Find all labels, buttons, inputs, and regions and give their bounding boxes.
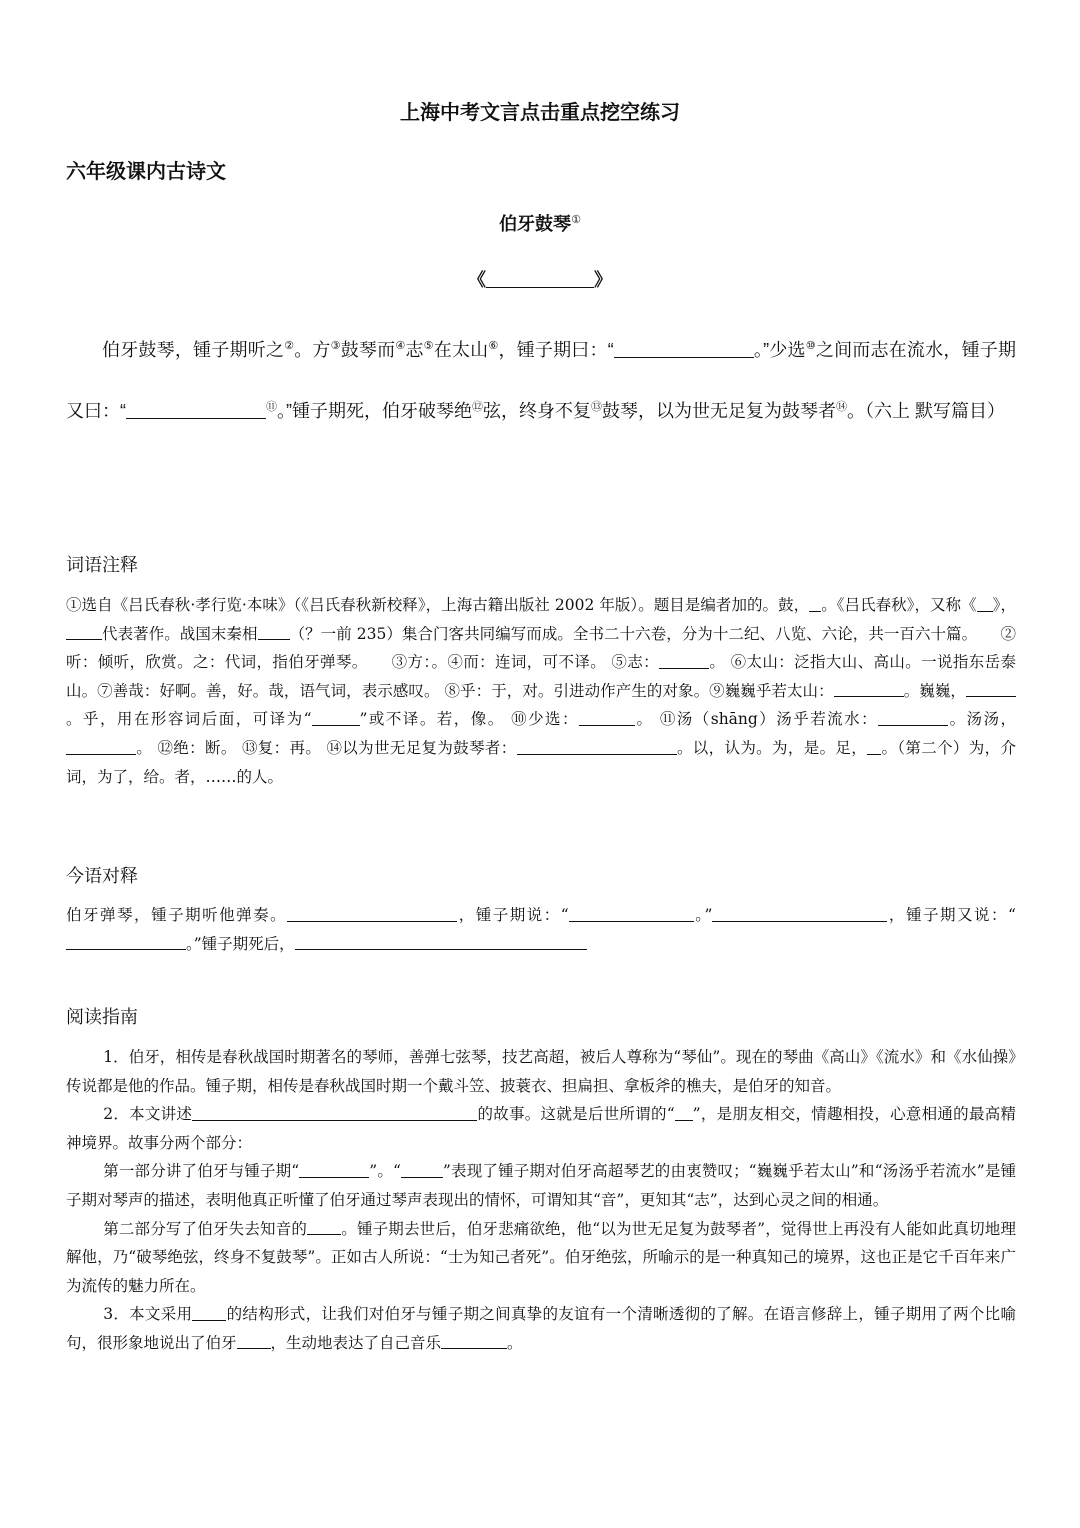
text-span: 第一部分讲了伯牙与锺子期“ — [103, 1162, 300, 1181]
fill-blank[interactable] — [66, 934, 186, 950]
guide-part-2 — [66, 1215, 1016, 1301]
text-span: ，锺子期说：“ — [457, 906, 569, 924]
guide-item-1: 1．伯牙，相传是春秋战国时期著名的琴师，善弹七弦琴，技艺高超，被后人尊称为“琴仙”。现在的琴曲《高山》《流水》和《水仙操》传说都是他的作品。锺子期，相传是春秋战国时期一个戴斗笠、披蓑衣、担扁担、拿板斧的樵夫，是伯牙的知音。 — [66, 1048, 1016, 1095]
text-span: （？一前 235）集合门客共同编写而成。全书二十六卷，分为十二纪、八览、六论，共一百六十篇。 ②听：倾听，欣赏。之：代词，指伯牙弹琴。 ③方： — [66, 624, 1016, 672]
fill-blank[interactable] — [66, 624, 102, 640]
text-span: 3．本文采用 — [103, 1305, 193, 1324]
text-span: 。 ⑥太山：泛指大山、高山。一说指东岳泰山。⑦善哉：好啊。善，好。哉，语气词，表示感叹。 ⑧乎：于，对。引进动作产生的对象。⑨巍巍乎若太山： — [66, 653, 1016, 700]
fill-blank[interactable] — [192, 1105, 477, 1121]
book-title-blank-line — [0, 266, 1080, 292]
text-span: 的故事。这就是后世所谓的“ — [477, 1105, 675, 1124]
fill-blank[interactable] — [966, 682, 1016, 698]
guide-part-1 — [66, 1157, 1016, 1214]
fill-blank[interactable] — [66, 739, 136, 755]
text-span: 。” — [693, 906, 713, 924]
fill-blank[interactable] — [977, 596, 993, 612]
text-span: 。 ⑪汤（shāng）汤乎若流水： — [634, 710, 879, 729]
text-span: 》， — [992, 596, 1016, 614]
footnote-marker: ⑩ — [805, 340, 816, 352]
notes-heading: 词语注释 — [66, 555, 138, 575]
fill-blank[interactable] — [441, 1334, 507, 1350]
footnote-marker: ④ — [395, 340, 406, 352]
classical-text — [66, 318, 1016, 440]
fill-blank[interactable] — [401, 1162, 443, 1178]
fill-blank[interactable] — [614, 340, 754, 358]
text-span: 鼓琴，以为世无足复为鼓琴者 — [602, 401, 836, 421]
text-span: 伯牙鼓琴，锺子期听之 — [102, 340, 285, 360]
book-bracket-right: 》 — [594, 270, 612, 290]
text-span: 弦，终身不复 — [483, 401, 591, 421]
guide-item-2 — [66, 1100, 1016, 1157]
fill-blank[interactable] — [312, 710, 360, 726]
footnote-marker: ② — [284, 340, 295, 352]
footnote-marker: ⑫ — [472, 401, 483, 413]
fill-blank[interactable] — [569, 906, 694, 922]
footnote-marker: ⑪ — [266, 401, 277, 413]
fill-blank[interactable] — [517, 739, 677, 755]
text-span: 。”少选 — [753, 340, 806, 360]
fill-blank[interactable] — [192, 1305, 226, 1321]
fill-blank[interactable] — [307, 1219, 341, 1235]
text-span: 。以，认为。为，是。足， — [676, 738, 868, 757]
text-span: 。锺子期去世后，伯牙悲痛欲绝，他“以为世无足复为鼓琴者”，觉得世上再没有人能如此真切地理解他，乃“破琴绝弦，终身不复鼓琴”。正如古人所说：“士为知己者死”。伯牙绝弦，所喻示的是一种真知己的境界，这也正是它千百年来广为流传的魅力所在。 — [66, 1219, 1016, 1295]
text-span: 2．本文讲述 — [103, 1105, 193, 1124]
text-span: ，锺子期曰：“ — [498, 340, 614, 360]
footnote-marker: ⑭ — [836, 401, 847, 413]
text-span: 。”锺子期死后， — [186, 934, 295, 953]
text-span: 之间而志在流水，锺子期又曰：“ — [66, 340, 1016, 421]
guide-body — [66, 1043, 1016, 1358]
footnote-marker: ① — [571, 214, 581, 226]
text-span: 鼓琴而 — [340, 340, 396, 360]
fill-blank[interactable] — [126, 401, 266, 419]
guide-heading: 阅读指南 — [66, 1007, 138, 1027]
text-span: 。方 — [294, 340, 331, 360]
text-span: ”或不译。若，像。 ⑩少选： — [359, 710, 579, 729]
fill-blank[interactable] — [675, 1105, 693, 1121]
footnote-marker: ⑬ — [591, 401, 602, 413]
text-span: 。 — [507, 1333, 523, 1352]
text-span: ”，是朋友相交，情趣相投，心意相通的最高精神境界。故事分两个部分： — [66, 1105, 1016, 1152]
text-span: 。《吕氏春秋》，又称《 — [821, 596, 977, 614]
fill-blank[interactable] — [809, 596, 821, 612]
translation-heading: 今语对释 — [66, 866, 138, 886]
text-span: 。”锺子期死，伯牙破琴绝 — [277, 401, 472, 421]
text-span: ，生动地表达了自己音乐 — [270, 1333, 442, 1352]
poem-title — [0, 210, 1080, 236]
text-span: 。（第二个）为，介词，为了，给。者，……的人。 — [66, 738, 1016, 786]
text-span: 。汤汤， — [948, 710, 1016, 729]
fill-blank[interactable] — [287, 906, 457, 922]
text-span: 。④而：连词，可不译。 ⑤志： — [431, 653, 660, 672]
footnote-marker: ⑥ — [488, 340, 499, 352]
footnote-marker: ③ — [330, 340, 341, 352]
text-span: ，锺子期又说：“ — [887, 906, 1016, 924]
book-title-blank[interactable] — [486, 270, 594, 288]
fill-blank[interactable] — [834, 682, 904, 698]
text-span: 在太山 — [433, 340, 489, 360]
fill-blank[interactable] — [878, 710, 948, 726]
fill-blank[interactable] — [659, 653, 709, 669]
text-span: 。 ⑫绝：断。 ⑬复：再。 ⑭以为世无足复为鼓琴者： — [136, 738, 517, 757]
fill-blank[interactable] — [258, 624, 290, 640]
text-span: 伯牙弹琴，锺子期听他弹奏。 — [66, 906, 288, 924]
text-span: 的结构形式，让我们对伯牙与锺子期之间真挚的友谊有一个清晰透彻的了解。在语言修辞上，锺子期用了两个比喻句，很形象地说出了伯牙 — [66, 1305, 1016, 1352]
text-span: 。乎，用在形容词后面，可译为“ — [66, 710, 312, 729]
fill-blank[interactable] — [867, 739, 881, 755]
fill-blank[interactable] — [295, 934, 587, 950]
book-bracket-left: 《 — [468, 270, 486, 290]
text-span: ①选自《吕氏春秋·孝行览·本味》（《吕氏春秋新校释》，上海古籍出版社 2002 年版）。题目是编者加的。鼓， — [66, 596, 810, 614]
text-span: ”。“ — [369, 1162, 401, 1181]
poem-title-text: 伯牙鼓琴 — [499, 214, 572, 234]
fill-blank[interactable] — [299, 1162, 369, 1178]
page-title: 上海中考文言点击重点挖空练习 — [400, 102, 680, 124]
guide-item-3 — [66, 1300, 1016, 1357]
text-span: 志 — [405, 340, 424, 360]
text-span: 。巍巍， — [903, 681, 966, 700]
notes-paragraph — [66, 591, 1016, 791]
fill-blank[interactable] — [712, 906, 887, 922]
text-span: ”表现了锺子期对伯牙高超琴艺的由衷赞叹；“巍巍乎若太山”和“汤汤乎若流水”是锺子期对琴声的描述，表明他真正听懂了伯牙通过琴声表现出的情怀，可谓知其“音”，更知其“志”，达到心灵之间的相通。 — [66, 1162, 1016, 1209]
text-span: 代表著作。战国末秦相 — [102, 624, 258, 643]
text-span: 。（六上 默写篇目） — [847, 401, 1006, 421]
translation-paragraph — [66, 901, 1016, 958]
fill-blank[interactable] — [237, 1334, 271, 1350]
text-span: 第二部分写了伯牙失去知音的 — [103, 1219, 308, 1238]
section-heading: 六年级课内古诗文 — [66, 161, 226, 183]
footnote-marker: ⑤ — [423, 340, 434, 352]
fill-blank[interactable] — [579, 710, 635, 726]
